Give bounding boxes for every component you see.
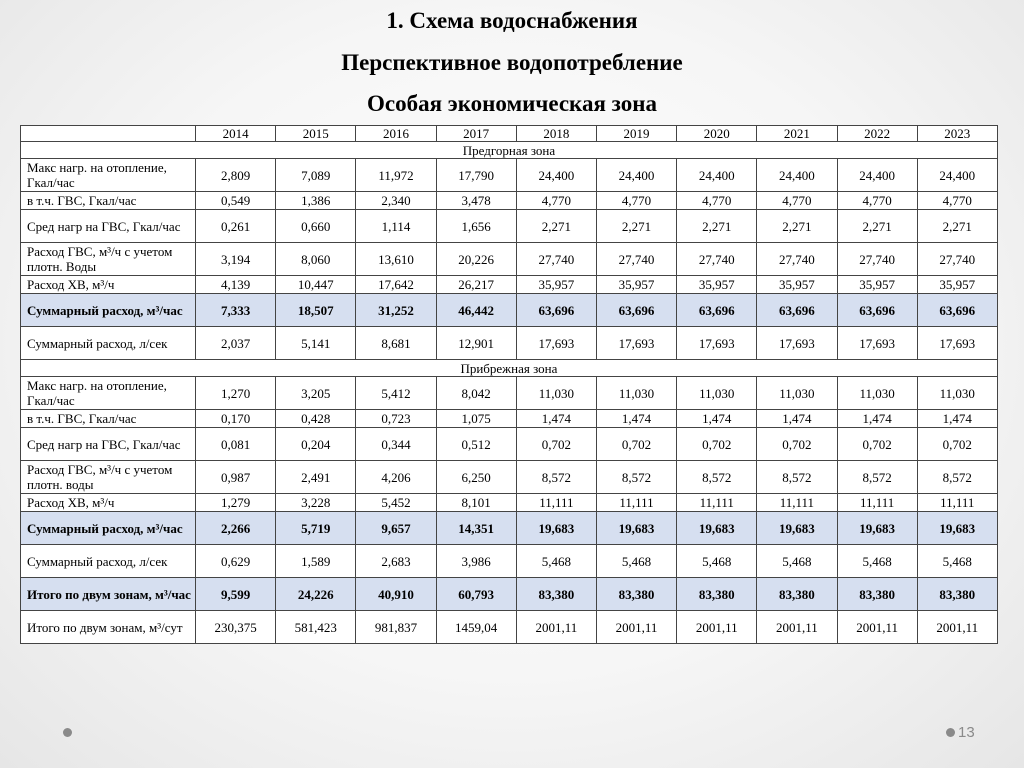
value-cell: 1,474 <box>516 410 596 428</box>
value-cell: 26,217 <box>436 276 516 294</box>
value-cell: 8,572 <box>516 461 596 494</box>
value-cell: 13,610 <box>356 243 436 276</box>
value-cell: 6,250 <box>436 461 516 494</box>
value-cell: 581,423 <box>276 611 356 644</box>
value-cell: 19,683 <box>917 512 997 545</box>
value-cell: 46,442 <box>436 294 516 327</box>
value-cell: 35,957 <box>596 276 676 294</box>
table-row <box>21 410 998 428</box>
value-cell: 5,468 <box>516 545 596 578</box>
value-cell: 4,770 <box>757 192 837 210</box>
value-cell: 19,683 <box>596 512 676 545</box>
row-label: Сред нагр на ГВС, Гкал/час <box>21 428 196 461</box>
year-header-cell: 2018 <box>516 126 596 142</box>
header-corner-cell <box>21 126 196 142</box>
year-header-cell: 2022 <box>837 126 917 142</box>
value-cell: 17,693 <box>677 327 757 360</box>
value-cell: 4,770 <box>516 192 596 210</box>
table-row <box>21 327 998 360</box>
value-cell: 3,205 <box>276 377 356 410</box>
value-cell: 0,987 <box>196 461 276 494</box>
value-cell: 9,657 <box>356 512 436 545</box>
table-row <box>21 428 998 461</box>
value-cell: 11,030 <box>596 377 676 410</box>
value-cell: 8,572 <box>596 461 676 494</box>
row-label: Суммарный расход, м³/час <box>21 294 196 327</box>
year-header-cell: 2014 <box>196 126 276 142</box>
value-cell: 5,468 <box>677 545 757 578</box>
value-cell: 8,101 <box>436 494 516 512</box>
value-cell: 4,770 <box>677 192 757 210</box>
value-cell: 11,111 <box>917 494 997 512</box>
value-cell: 2001,11 <box>917 611 997 644</box>
value-cell: 5,141 <box>276 327 356 360</box>
table-row <box>21 611 998 644</box>
value-cell: 18,507 <box>276 294 356 327</box>
value-cell: 0,702 <box>917 428 997 461</box>
value-cell: 63,696 <box>917 294 997 327</box>
value-cell: 1,474 <box>837 410 917 428</box>
value-cell: 3,478 <box>436 192 516 210</box>
value-cell: 2,271 <box>917 210 997 243</box>
value-cell: 11,111 <box>757 494 837 512</box>
value-cell: 4,770 <box>837 192 917 210</box>
value-cell: 1,114 <box>356 210 436 243</box>
value-cell: 0,428 <box>276 410 356 428</box>
year-header-cell: 2016 <box>356 126 436 142</box>
value-cell: 1,474 <box>677 410 757 428</box>
value-cell: 17,693 <box>516 327 596 360</box>
value-cell: 19,683 <box>757 512 837 545</box>
value-cell: 24,400 <box>837 159 917 192</box>
value-cell: 2001,11 <box>837 611 917 644</box>
value-cell: 3,986 <box>436 545 516 578</box>
value-cell: 17,693 <box>757 327 837 360</box>
row-label: Расход ГВС, м³/ч с учетом плотн. Воды <box>21 243 196 276</box>
value-cell: 27,740 <box>837 243 917 276</box>
value-cell: 2,271 <box>677 210 757 243</box>
table-row <box>21 461 998 494</box>
value-cell: 8,042 <box>436 377 516 410</box>
row-label: Расход ХВ, м³/ч <box>21 494 196 512</box>
value-cell: 7,089 <box>276 159 356 192</box>
value-cell: 17,693 <box>917 327 997 360</box>
value-cell: 24,400 <box>677 159 757 192</box>
value-cell: 5,412 <box>356 377 436 410</box>
value-cell: 0,512 <box>436 428 516 461</box>
value-cell: 0,344 <box>356 428 436 461</box>
zone-section-row <box>21 142 998 159</box>
value-cell: 2,683 <box>356 545 436 578</box>
value-cell: 35,957 <box>516 276 596 294</box>
value-cell: 8,572 <box>917 461 997 494</box>
value-cell: 0,204 <box>276 428 356 461</box>
value-cell: 11,030 <box>837 377 917 410</box>
table-row <box>21 578 998 611</box>
value-cell: 27,740 <box>757 243 837 276</box>
value-cell: 1,279 <box>196 494 276 512</box>
value-cell: 0,081 <box>196 428 276 461</box>
value-cell: 2001,11 <box>677 611 757 644</box>
value-cell: 1,589 <box>276 545 356 578</box>
value-cell: 35,957 <box>837 276 917 294</box>
zone-section-row <box>21 360 998 377</box>
value-cell: 0,702 <box>677 428 757 461</box>
value-cell: 63,696 <box>677 294 757 327</box>
row-label: Итого по двум зонам, м³/час <box>21 578 196 611</box>
value-cell: 24,400 <box>917 159 997 192</box>
value-cell: 17,693 <box>596 327 676 360</box>
value-cell: 5,452 <box>356 494 436 512</box>
table-row <box>21 294 998 327</box>
value-cell: 0,170 <box>196 410 276 428</box>
value-cell: 4,770 <box>917 192 997 210</box>
value-cell: 0,549 <box>196 192 276 210</box>
value-cell: 2,271 <box>596 210 676 243</box>
value-cell: 4,206 <box>356 461 436 494</box>
value-cell: 63,696 <box>596 294 676 327</box>
row-label: Суммарный расход, м³/час <box>21 512 196 545</box>
bullet-dot-right <box>946 728 955 737</box>
slide-zone-title: Особая экономическая зона <box>366 91 658 116</box>
value-cell: 0,261 <box>196 210 276 243</box>
value-cell: 8,572 <box>677 461 757 494</box>
value-cell: 11,111 <box>596 494 676 512</box>
value-cell: 2,271 <box>757 210 837 243</box>
year-header-cell: 2015 <box>276 126 356 142</box>
value-cell: 2,037 <box>196 327 276 360</box>
value-cell: 11,030 <box>917 377 997 410</box>
value-cell: 1,656 <box>436 210 516 243</box>
value-cell: 60,793 <box>436 578 516 611</box>
value-cell: 83,380 <box>596 578 676 611</box>
slide-title: 1. Схема водоснабжения <box>386 8 638 33</box>
value-cell: 7,333 <box>196 294 276 327</box>
value-cell: 19,683 <box>837 512 917 545</box>
value-cell: 0,702 <box>757 428 837 461</box>
value-cell: 5,468 <box>917 545 997 578</box>
value-cell: 5,468 <box>596 545 676 578</box>
value-cell: 2,266 <box>196 512 276 545</box>
value-cell: 9,599 <box>196 578 276 611</box>
value-cell: 19,683 <box>677 512 757 545</box>
value-cell: 63,696 <box>757 294 837 327</box>
row-label: Суммарный расход, л/сек <box>21 327 196 360</box>
year-header-cell: 2023 <box>917 126 997 142</box>
value-cell: 19,683 <box>516 512 596 545</box>
value-cell: 1459,04 <box>436 611 516 644</box>
value-cell: 11,972 <box>356 159 436 192</box>
slide-subtitle: Перспективное водопотребление <box>341 50 683 75</box>
year-header-cell: 2017 <box>436 126 516 142</box>
row-label: Макс нагр. на отопление, Гкал/час <box>21 377 196 410</box>
value-cell: 1,474 <box>757 410 837 428</box>
value-cell: 83,380 <box>837 578 917 611</box>
value-cell: 0,629 <box>196 545 276 578</box>
zone-name: Предгорная зона <box>21 142 998 159</box>
table-row <box>21 377 998 410</box>
value-cell: 3,228 <box>276 494 356 512</box>
row-label: Расход ГВС, м³/ч с учетом плотн. воды <box>21 461 196 494</box>
water-consumption-table <box>20 125 998 644</box>
value-cell: 11,111 <box>516 494 596 512</box>
value-cell: 83,380 <box>516 578 596 611</box>
bullet-dot-left <box>63 728 72 737</box>
row-label: Макс нагр. на отопление, Гкал/час <box>21 159 196 192</box>
zone-name: Прибрежная зона <box>21 360 998 377</box>
value-cell: 35,957 <box>917 276 997 294</box>
value-cell: 11,030 <box>757 377 837 410</box>
value-cell: 3,194 <box>196 243 276 276</box>
value-cell: 1,270 <box>196 377 276 410</box>
value-cell: 27,740 <box>516 243 596 276</box>
value-cell: 24,400 <box>596 159 676 192</box>
value-cell: 8,572 <box>837 461 917 494</box>
page-number: 13 <box>958 724 975 741</box>
row-label: Итого по двум зонам, м³/сут <box>21 611 196 644</box>
value-cell: 1,474 <box>917 410 997 428</box>
table-row <box>21 512 998 545</box>
value-cell: 35,957 <box>757 276 837 294</box>
row-label: Расход ХВ, м³/ч <box>21 276 196 294</box>
value-cell: 2,271 <box>837 210 917 243</box>
value-cell: 83,380 <box>677 578 757 611</box>
year-header-cell: 2019 <box>596 126 676 142</box>
value-cell: 14,351 <box>436 512 516 545</box>
year-header-cell: 2020 <box>677 126 757 142</box>
value-cell: 0,660 <box>276 210 356 243</box>
year-header-row <box>21 126 998 142</box>
value-cell: 4,770 <box>596 192 676 210</box>
value-cell: 11,030 <box>516 377 596 410</box>
value-cell: 2,809 <box>196 159 276 192</box>
value-cell: 0,702 <box>837 428 917 461</box>
value-cell: 24,226 <box>276 578 356 611</box>
value-cell: 35,957 <box>677 276 757 294</box>
value-cell: 5,468 <box>837 545 917 578</box>
value-cell: 0,723 <box>356 410 436 428</box>
value-cell: 2,271 <box>516 210 596 243</box>
row-label: Суммарный расход, л/сек <box>21 545 196 578</box>
value-cell: 2001,11 <box>757 611 837 644</box>
value-cell: 8,681 <box>356 327 436 360</box>
value-cell: 63,696 <box>837 294 917 327</box>
table-row <box>21 545 998 578</box>
value-cell: 5,468 <box>757 545 837 578</box>
value-cell: 0,702 <box>516 428 596 461</box>
value-cell: 10,447 <box>276 276 356 294</box>
table-row <box>21 276 998 294</box>
value-cell: 0,702 <box>596 428 676 461</box>
value-cell: 8,572 <box>757 461 837 494</box>
value-cell: 83,380 <box>757 578 837 611</box>
value-cell: 27,740 <box>596 243 676 276</box>
table-row <box>21 159 998 192</box>
table-row <box>21 494 998 512</box>
value-cell: 17,642 <box>356 276 436 294</box>
table-row <box>21 210 998 243</box>
value-cell: 981,837 <box>356 611 436 644</box>
value-cell: 11,111 <box>677 494 757 512</box>
row-label: Сред нагр на ГВС, Гкал/час <box>21 210 196 243</box>
value-cell: 63,696 <box>516 294 596 327</box>
value-cell: 20,226 <box>436 243 516 276</box>
value-cell: 24,400 <box>516 159 596 192</box>
value-cell: 1,075 <box>436 410 516 428</box>
value-cell: 2,491 <box>276 461 356 494</box>
value-cell: 8,060 <box>276 243 356 276</box>
value-cell: 24,400 <box>757 159 837 192</box>
row-label: в т.ч. ГВС, Гкал/час <box>21 192 196 210</box>
value-cell: 27,740 <box>917 243 997 276</box>
table-row <box>21 192 998 210</box>
row-label: в т.ч. ГВС, Гкал/час <box>21 410 196 428</box>
year-header-cell: 2021 <box>757 126 837 142</box>
value-cell: 12,901 <box>436 327 516 360</box>
value-cell: 31,252 <box>356 294 436 327</box>
table-row <box>21 243 998 276</box>
value-cell: 230,375 <box>196 611 276 644</box>
value-cell: 17,790 <box>436 159 516 192</box>
value-cell: 17,693 <box>837 327 917 360</box>
value-cell: 2001,11 <box>516 611 596 644</box>
value-cell: 2001,11 <box>596 611 676 644</box>
value-cell: 11,111 <box>837 494 917 512</box>
value-cell: 5,719 <box>276 512 356 545</box>
value-cell: 27,740 <box>677 243 757 276</box>
value-cell: 4,139 <box>196 276 276 294</box>
value-cell: 1,474 <box>596 410 676 428</box>
value-cell: 83,380 <box>917 578 997 611</box>
value-cell: 40,910 <box>356 578 436 611</box>
value-cell: 11,030 <box>677 377 757 410</box>
value-cell: 2,340 <box>356 192 436 210</box>
value-cell: 1,386 <box>276 192 356 210</box>
